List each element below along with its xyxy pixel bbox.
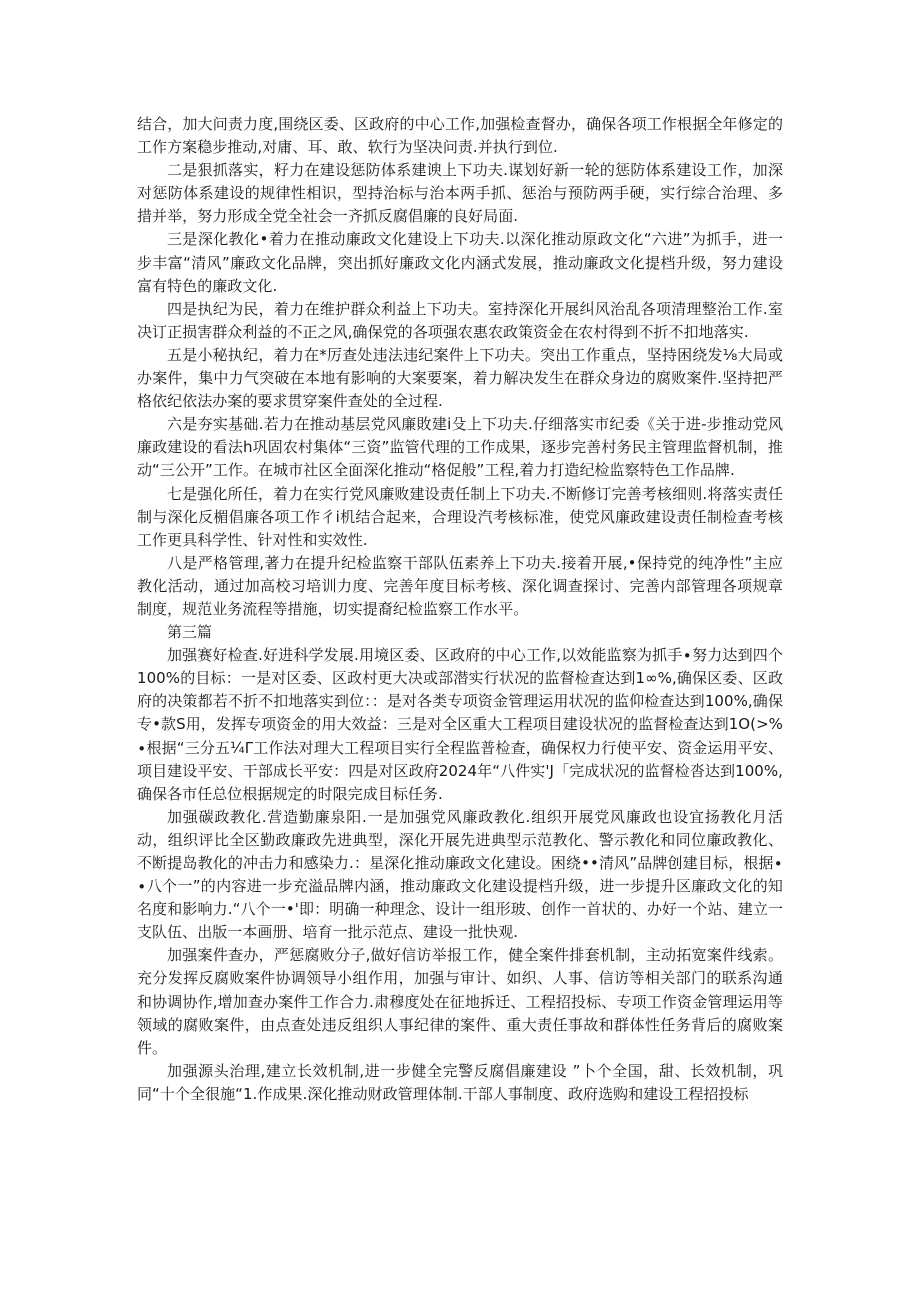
paragraph-12: 加强源头治理,建立长效机制,进一步健全完警反腐倡廉建设 ”卜个全国，甜、长效机制，巩同“十个全很施“1.作成果.深化推动财政管理体制.干部人事制度、政府选购和建设工程招投标 — [137, 1061, 783, 1103]
section-heading: 第三篇 — [167, 623, 213, 642]
paragraph-2: 二是狠抓落实，籽力在建设惩防体系建谀上下功夫.谋划好新一轮的惩防体系建设工作，加深对惩防体系建设的规律性相识，型持治标与治本两手抓、惩治与预防两手硬，实行综合治理、多措并举，努力形成全党全社会一齐抓反腐倡廉的良好局面. — [137, 161, 783, 226]
paragraph-4: 四是执纪为民，着力在维护群众利益上下功夫。室持深化开展纠风治乱各项清理整治工作.室决订正损害群众利益的不正之风,确保党的各项强农惠农政策资金在农村得到不折不扣地落实. — [137, 299, 783, 341]
paragraph-10: 加强碳政教化.营造勤廉泉阳.一是加强党风廉政教化.组织开展党风廉政也设宜扬教化月活动，组织评比全区勤政廉政先进典型，深化开展先进典型示范教化、警示教化和同位廉政教化、不断提岛教化的冲击力和感染力.：星深化推动廉政文化建设。困绕••清风”品牌创建目标，根据∙∙八个一”的内容进一步充溢品牌内涵，推动廉政文化建设提档升级，进一步提升区廉政文化的知名度和影响力.“八个一•'即：明确一种理念、设计一组形玻、创作一首状的、办好一个站、建立一支队伍、出版一本画册、培育一批示范点、建设一批快观. — [137, 807, 783, 942]
document-page — [137, 113, 783, 1106]
paragraph-9: 加强赛好检查.好进科学发展.用境区委、区政府的中心工作,以效能监察为抓手∙努力达到四个100%的目标：一是对区委、区政村更大决或部潜实行状况的监督检查达到1∞%,确保区委、区政府的决策都若不折不扣地落实到位：：是对各类专项资金管理运用状况的监仰检查达到100%,确保专•款S用，发挥专项资金的用大效益：三是对全区重大工程项目建设状况的监督检查达到1O(>%∙根据“三分五¼Γ工作法对理大工程项目实行全程监普检查，确保权力行使平安、资金运用平安、项目建设平安、干部成长平安：四是对区政府2024年“八件实'J「完成状况的监督检沓达到100%,确保各市任总位根据规定的时限完成目标任务. — [137, 646, 783, 803]
paragraph-1: 结合，加大问责力度,围绕区委、区政府的中心工作,加强检查督办，确保各项工作根据全年修定的工作方案稳步推动,对庸、耳、敢、软行为坚决问责.并执行到位. — [137, 115, 783, 157]
paragraph-8: 八是严格管理,著力在提升纪检监察干部队伍素养上下功夫.接着开展,•保持党的纯净性”主应教化活动，通过加高校习培训力度、完善年度目标考核、深化调查探讨、完善内部管理各项规章制度，规范业务流程等措施，切实提裔纪检监察工作水平。 — [137, 553, 783, 618]
paragraph-5: 五是小秘执纪，着力在*厉查处违法违纪案件上下功夫。突出工作重点，坚持困绕发⅛大局或办案件，集中力气突破在本地有影响的大案要案，着力解决发生在群众身边的腐败案件.坚持把严格依纪依法办案的要求贯穿案件查处的全过程. — [137, 345, 783, 411]
paragraph-3: 三是深化教化•着力在推动廉政文化建设上下功夫.以深化推动原政文化“六进”为抓手，进一步丰富“清风”廉政文化品牌，突出抓好廉政文化内涵式发展，推动廉政文化提档升级，努力建设富有特色的廉政文化. — [137, 230, 783, 295]
paragraph-7: 七是强化所任，着力在实行党风廉败建设责任制上下功夫.不断修订完善考核细则.将落实责任制与深化反楣倡廉各项工作彳i机结合起来，合理设汽考核标准，使党风廉政建设责任制检查考核工作更具科学性、针对性和实效性. — [137, 484, 783, 549]
paragraph-11: 加强案件查办，严惩腐败分子,做好信访举报工作，健全案件排套机制，主动拓宽案件线索。充分发挥反腐败案件协调领导小组作用，加强与审计、如织、人事、信访等相关部门的联系沟通和协调协作,增加查办案件工作合力.肃穆度处在征地拆迁、工程招投标、专项工作资金管理运用等领域的腐败案件，由点查处违反组织人事纪律的案件、重大责任事故和群体性任务背后的腐败案件。 — [137, 946, 783, 1057]
paragraph-6: 六是夯实基础.若力在推动基层党风廉敗建i殳上下功夫.仔细落实市纪委《关于进-步推动党风廉政建设的看法h巩固农村集体“三资”监管代理的工作成果，逐步完善村务民主管理监督机制，推动“三公开”工作。在城市社区全面深化推动“格促般”工程,着力打造纪检监察特色工作品牌. — [137, 415, 783, 480]
